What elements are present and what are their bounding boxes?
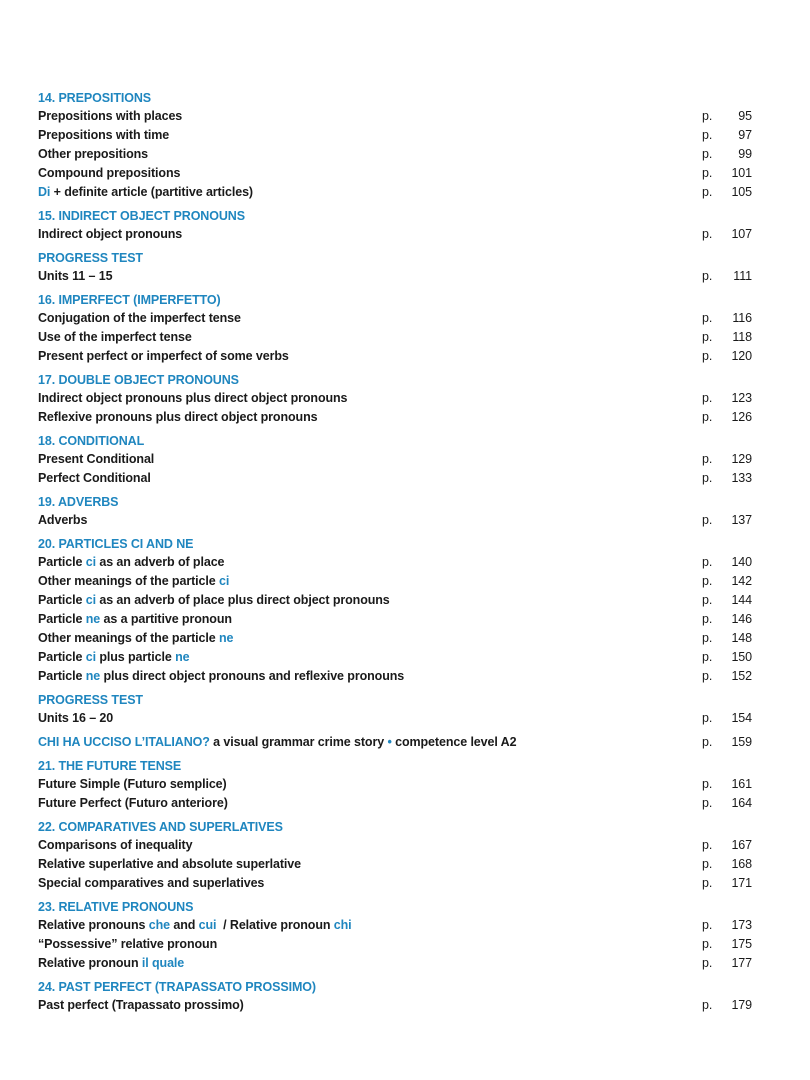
entry-text: Particle — [38, 593, 86, 607]
page-number: 154 — [731, 711, 752, 725]
toc-entry — [38, 775, 758, 794]
page-prefix: p. — [702, 311, 713, 325]
entry-text: Relative superlative and absolute superlative — [38, 857, 301, 871]
toc-entry — [38, 309, 758, 328]
toc-entry — [38, 667, 758, 686]
entry-text: Comparisons of inequality — [38, 838, 193, 852]
page-number: 123 — [731, 391, 752, 405]
entry-text: Use of the imperfect tense — [38, 330, 192, 344]
page-number: 167 — [731, 838, 752, 852]
toc-entry — [38, 855, 758, 874]
toc-entry — [38, 610, 758, 629]
page-prefix: p. — [702, 410, 713, 424]
page-prefix: p. — [702, 735, 713, 749]
page-prefix: p. — [702, 513, 713, 527]
entry-text: Perfect Conditional — [38, 471, 151, 485]
page-number: 164 — [731, 796, 752, 810]
page-prefix: p. — [702, 937, 713, 951]
page-prefix: p. — [702, 227, 713, 241]
page-prefix: p. — [702, 330, 713, 344]
page-prefix: p. — [702, 777, 713, 791]
toc-entry — [38, 164, 758, 183]
entry-highlight-text: ci — [85, 650, 96, 664]
page-number: 159 — [731, 735, 752, 749]
page-prefix: p. — [702, 109, 713, 123]
page-prefix: p. — [702, 452, 713, 466]
entry-text: Particle — [38, 555, 86, 569]
toc-entry — [38, 935, 758, 954]
page-prefix: p. — [702, 838, 713, 852]
toc-entry — [38, 709, 758, 728]
section-title: 16. IMPERFECT (IMPERFETTO) — [38, 293, 221, 307]
page-number: 118 — [732, 330, 752, 344]
toc-entry — [38, 145, 758, 164]
entry-text: + definite article (partitive articles) — [50, 185, 253, 199]
page-prefix: p. — [702, 650, 713, 664]
entry-text: Particle — [38, 669, 86, 683]
entry-text: Indirect object pronouns — [38, 227, 183, 241]
toc-section — [38, 535, 758, 686]
toc-section — [38, 371, 758, 427]
page-number: 120 — [731, 349, 752, 363]
page-prefix: p. — [702, 631, 713, 645]
page-prefix: p. — [702, 711, 713, 725]
entry-text: competence level A2 — [391, 735, 517, 749]
page-number: 152 — [731, 669, 752, 683]
page-number: 107 — [731, 227, 752, 241]
toc-entry — [38, 183, 758, 202]
toc-section — [38, 432, 758, 488]
toc-section — [38, 291, 758, 366]
entry-text: a visual grammar crime story — [209, 735, 388, 749]
page-number: 148 — [731, 631, 752, 645]
toc-entry — [38, 408, 758, 427]
entry-text: Present perfect or imperfect of some verbs — [38, 349, 289, 363]
toc-entry — [38, 916, 758, 935]
entry-text: plus direct object pronouns and reflexive pronouns — [100, 669, 405, 683]
section-title: 19. ADVERBS — [38, 495, 119, 509]
page-prefix: p. — [702, 471, 713, 485]
section-title: 14. PREPOSITIONS — [38, 91, 152, 105]
section-title: PROGRESS TEST — [38, 251, 143, 265]
entry-text: Prepositions with places — [38, 109, 183, 123]
entry-text: and — [169, 918, 199, 932]
page-prefix: p. — [702, 555, 713, 569]
section-title: 17. DOUBLE OBJECT PRONOUNS — [38, 373, 239, 387]
entry-text: Prepositions with time — [38, 128, 170, 142]
page-number: 95 — [738, 109, 752, 123]
section-title: 21. THE FUTURE TENSE — [38, 759, 182, 773]
entry-highlight-text: Di — [38, 185, 51, 199]
toc-section — [38, 89, 758, 202]
page-number: 137 — [731, 513, 752, 527]
toc-entry — [38, 648, 758, 667]
page-prefix: p. — [702, 269, 713, 283]
toc-section — [38, 818, 758, 893]
entry-highlight-text: che — [148, 918, 170, 932]
entry-text: Conjugation of the imperfect tense — [38, 311, 241, 325]
entry-highlight-text: ne — [218, 631, 234, 645]
page-prefix: p. — [702, 918, 713, 932]
page-prefix: p. — [702, 998, 713, 1012]
page-number: 150 — [731, 650, 752, 664]
entry-text: as an adverb of place — [95, 555, 225, 569]
page-prefix: p. — [702, 612, 713, 626]
entry-text: / Relative pronoun — [216, 918, 334, 932]
page-prefix: p. — [702, 391, 713, 405]
page-number: 179 — [731, 998, 752, 1012]
toc-section — [38, 733, 758, 752]
page-number: 175 — [731, 937, 752, 951]
entry-text: Particle — [38, 650, 86, 664]
page-prefix: p. — [702, 166, 713, 180]
page-number: 99 — [738, 147, 752, 161]
toc-entry — [38, 553, 758, 572]
toc-entry — [38, 794, 758, 813]
entry-highlight-text: ne — [175, 650, 190, 664]
entry-text: Units 16 – 20 — [38, 711, 114, 725]
page-prefix: p. — [702, 185, 713, 199]
toc-section — [38, 898, 758, 973]
page-prefix: p. — [702, 574, 713, 588]
entry-text: Adverbs — [38, 513, 88, 527]
entry-text: “Possessive” relative pronoun — [38, 937, 218, 951]
page-number: 161 — [731, 777, 752, 791]
section-title: 24. PAST PERFECT (TRAPASSATO PROSSIMO) — [38, 980, 316, 994]
toc-entry — [38, 389, 758, 408]
page-prefix: p. — [702, 349, 713, 363]
toc-entry — [38, 572, 758, 591]
entry-text: Special comparatives and superlatives — [38, 876, 265, 890]
entry-text: Future Perfect (Futuro anteriore) — [38, 796, 228, 810]
toc-entry — [38, 733, 758, 752]
toc-entry — [38, 629, 758, 648]
entry-highlight-text: ci — [85, 555, 96, 569]
entry-text: as an adverb of place plus direct object pronouns — [95, 593, 390, 607]
toc-section — [38, 249, 758, 286]
entry-highlight-text: ci — [85, 593, 96, 607]
toc-entry — [38, 954, 758, 973]
page-number: 133 — [731, 471, 752, 485]
page-number: 111 — [733, 269, 752, 283]
entry-text: Particle — [38, 612, 86, 626]
entry-text: Relative pronouns — [38, 918, 149, 932]
section-title: PROGRESS TEST — [38, 693, 143, 707]
toc-section — [38, 757, 758, 813]
table-of-contents — [38, 89, 758, 1020]
toc-entry — [38, 469, 758, 488]
toc-entry — [38, 347, 758, 366]
toc-section — [38, 207, 758, 244]
toc-section — [38, 493, 758, 530]
toc-entry — [38, 996, 758, 1015]
page-number: 142 — [731, 574, 752, 588]
section-title: 22. COMPARATIVES AND SUPERLATIVES — [38, 820, 283, 834]
toc-entry — [38, 591, 758, 610]
page-prefix: p. — [702, 857, 713, 871]
page-number: 140 — [731, 555, 752, 569]
toc-entry — [38, 450, 758, 469]
toc-entry — [38, 874, 758, 893]
entry-highlight-text: cui — [198, 918, 217, 932]
page-prefix: p. — [702, 796, 713, 810]
page-prefix: p. — [702, 669, 713, 683]
entry-text: Other meanings of the particle — [38, 574, 219, 588]
page-prefix: p. — [702, 147, 713, 161]
page-number: 177 — [731, 956, 752, 970]
entry-text: plus particle — [95, 650, 176, 664]
entry-highlight-text: ne — [85, 612, 101, 626]
entry-highlight-text: il quale — [141, 956, 185, 970]
entry-highlight-text: ci — [218, 574, 230, 588]
page-prefix: p. — [702, 593, 713, 607]
entry-highlight-text: chi — [333, 918, 352, 932]
page-number: 144 — [731, 593, 752, 607]
page-number: 101 — [731, 166, 752, 180]
entry-highlight-text: ne — [85, 669, 101, 683]
toc-entry — [38, 107, 758, 126]
section-title: 18. CONDITIONAL — [38, 434, 145, 448]
entry-text: Units 11 – 15 — [38, 269, 113, 283]
toc-entry — [38, 328, 758, 347]
entry-text: Present Conditional — [38, 452, 155, 466]
page-number: 146 — [731, 612, 752, 626]
toc-entry — [38, 225, 758, 244]
page-number: 129 — [731, 452, 752, 466]
page-number: 168 — [731, 857, 752, 871]
toc-entry — [38, 836, 758, 855]
page-number: 116 — [732, 311, 752, 325]
page-number: 105 — [731, 185, 752, 199]
toc-entry — [38, 267, 758, 286]
toc-section — [38, 978, 758, 1015]
page-prefix: p. — [702, 956, 713, 970]
entry-text: Past perfect (Trapassato prossimo) — [38, 998, 244, 1012]
entry-highlight-text: CHI HA UCCISO L’ITALIANO? — [38, 735, 210, 749]
section-title: 23. RELATIVE PRONOUNS — [38, 900, 194, 914]
entry-highlight-text: • — [387, 735, 392, 749]
page-number: 171 — [731, 876, 752, 890]
entry-text: as a partitive pronoun — [100, 612, 232, 626]
entry-text: Other meanings of the particle — [38, 631, 219, 645]
entry-text: Future Simple (Futuro semplice) — [38, 777, 227, 791]
section-title: 15. INDIRECT OBJECT PRONOUNS — [38, 209, 245, 223]
page-number: 126 — [731, 410, 752, 424]
page-number: 173 — [731, 918, 752, 932]
entry-text: Relative pronoun — [38, 956, 142, 970]
entry-text: Indirect object pronouns plus direct object pronouns — [38, 391, 348, 405]
toc-entry — [38, 126, 758, 145]
page-number: 97 — [738, 128, 752, 142]
toc-section — [38, 691, 758, 728]
section-title: 20. PARTICLES CI AND NE — [38, 537, 194, 551]
entry-text: Reflexive pronouns plus direct object pronouns — [38, 410, 318, 424]
entry-text: Compound prepositions — [38, 166, 181, 180]
page-prefix: p. — [702, 876, 713, 890]
toc-entry — [38, 511, 758, 530]
page-prefix: p. — [702, 128, 713, 142]
entry-text: Other prepositions — [38, 147, 149, 161]
